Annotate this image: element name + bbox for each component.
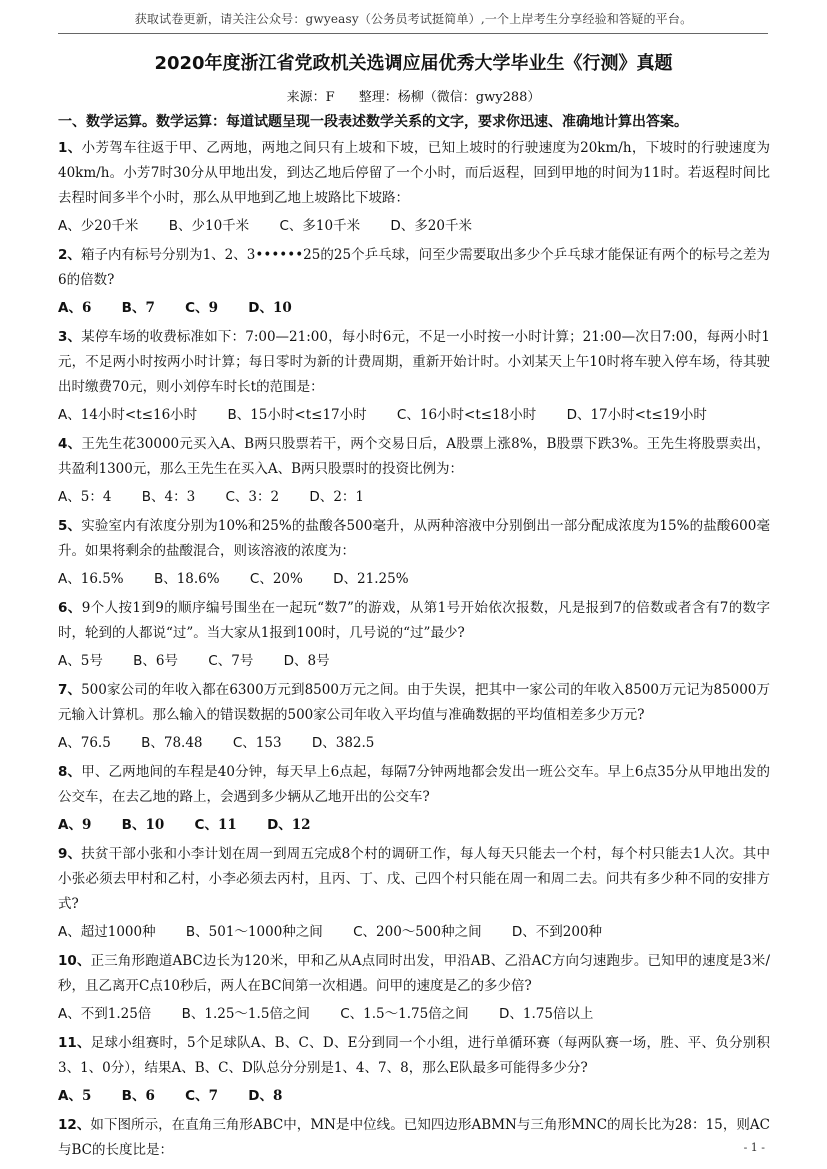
option-label: B、 — [121, 1088, 146, 1104]
option-label: B、 — [185, 924, 209, 940]
option-b — [122, 813, 165, 837]
option-label: D、 — [283, 653, 308, 669]
question-5 — [58, 514, 770, 591]
question-body: 小芳驾车往返于甲、乙两地，两地之间只有上坡和下坡，已知上坡时的行驶速度为20km/h，下坡时的行驶速度为40km/h。小芳7时30分从甲地出发，到达乙地后停留了一个小时，而后返程，回到甲地的时间为11时。若返程时间比去程时间多半个小时，那么从甲地到乙地上坡路比下坡路： — [58, 140, 770, 206]
question-text — [58, 596, 770, 646]
option-row — [58, 920, 770, 944]
option-label: A、 — [58, 924, 81, 940]
page-title: 2020年度浙江省党政机关选调应届优秀大学毕业生《行测》真题 — [154, 53, 673, 74]
option-label: C、 — [396, 407, 420, 423]
option-text: 9 — [81, 817, 92, 833]
option-text: 多20千米 — [414, 218, 472, 234]
option-text: 16.5% — [80, 571, 124, 587]
option-b — [141, 731, 202, 755]
option-a — [58, 485, 111, 509]
option-label: B、 — [121, 300, 146, 316]
option-label: D、 — [248, 300, 273, 316]
option-text: 15小时<t≤17小时 — [250, 407, 367, 423]
option-text: 不到200种 — [535, 924, 603, 940]
option-c — [233, 731, 282, 755]
option-text: 1.75倍以上 — [522, 1006, 594, 1022]
option-label: C、 — [185, 1088, 209, 1104]
option-text: 20% — [272, 571, 303, 587]
option-text: 14小时<t≤16小时 — [80, 407, 198, 423]
option-b — [154, 567, 220, 591]
option-text: 不到1.25倍 — [80, 1006, 152, 1022]
option-text: 6号 — [155, 653, 178, 669]
option-text: 5：4 — [80, 489, 112, 505]
option-label: A、 — [58, 735, 81, 751]
option-d — [512, 920, 602, 944]
option-text: 9 — [208, 300, 218, 316]
question-number: 1、 — [58, 140, 82, 156]
question-text — [58, 678, 770, 728]
option-label: D、 — [333, 571, 358, 587]
option-text: 501～1000种之间 — [208, 924, 323, 940]
option-text: 78.48 — [163, 735, 203, 751]
option-a — [58, 649, 103, 673]
question-9 — [58, 842, 770, 944]
question-3 — [58, 325, 770, 427]
option-label: D、 — [511, 924, 536, 940]
option-row — [58, 403, 770, 427]
option-label: A、 — [58, 218, 81, 234]
option-label: C、 — [249, 571, 273, 587]
option-a — [58, 1002, 151, 1026]
question-body: 9个人按1到9的顺序编号围坐在一起玩“数7”的游戏，从第1号开始依次报数，凡是报到7的倍数或者含有7的数字时，轮到的人都说“过”。当大家从1报到100时，几号说的“过”最少? — [58, 600, 770, 641]
question-6 — [58, 596, 770, 673]
option-row — [58, 485, 770, 509]
question-body: 王先生花30000元买入A、B两只股票若干，两个交易日后，A股票上涨8%，B股票下跌3%。王先生将股票卖出，共盈利1300元，那么王先生在买入A、B两只股票时的投资比例为： — [58, 436, 770, 477]
option-label: D、 — [248, 1088, 273, 1104]
question-7 — [58, 678, 770, 755]
option-a — [58, 567, 124, 591]
option-label: D、 — [566, 407, 591, 423]
option-text: 超过1000种 — [80, 924, 156, 940]
option-d — [390, 214, 472, 238]
question-number: 3、 — [58, 329, 82, 345]
option-c — [397, 403, 536, 427]
option-label: C、 — [185, 300, 209, 316]
option-b — [122, 1084, 155, 1108]
question-text — [58, 243, 770, 293]
option-label: A、 — [58, 1088, 82, 1104]
question-number: 4、 — [58, 436, 82, 452]
option-text: 21.25% — [357, 571, 409, 587]
option-row — [58, 813, 770, 837]
option-d — [309, 485, 364, 509]
option-row — [58, 567, 770, 591]
option-c — [225, 485, 279, 509]
option-label: C、 — [353, 924, 377, 940]
option-c — [185, 1084, 218, 1108]
question-body: 实验室内有浓度分别为10%和25%的盐酸各500毫升，从两种溶液中分别倒出一部分配成浓度为15%的盐酸600毫升。如果将剩余的盐酸混合，则该溶液的浓度为： — [58, 518, 770, 559]
option-text: 5 — [81, 1088, 92, 1104]
option-c — [195, 813, 237, 837]
option-label: C、 — [208, 653, 232, 669]
question-body: 甲、乙两地间的车程是40分钟，每天早上6点起，每隔7分钟两地都会发出一班公交车。早上6点35分从甲地出发的公交车，在去乙地的路上，会遇到多少辆从乙地开出的公交车? — [58, 764, 770, 805]
option-label: D、 — [498, 1006, 523, 1022]
option-c — [250, 567, 303, 591]
byline — [0, 86, 827, 105]
option-b — [182, 1002, 310, 1026]
option-row — [58, 214, 770, 238]
option-label: B、 — [141, 489, 165, 505]
option-row — [58, 1002, 770, 1026]
question-text — [58, 949, 770, 999]
option-label: D、 — [390, 218, 415, 234]
question-text — [58, 1031, 770, 1081]
byline-source: 来源：F — [286, 90, 335, 105]
option-d — [567, 403, 707, 427]
question-body: 500家公司的年收入都在6300万元到8500万元之间。由于失误，把其中一家公司的年收入8500万元记为85000万元输入计算机。那么输入的错误数据的500家公司年收入平均值与准确数据的平均值相差多少万元? — [58, 682, 770, 723]
option-row — [58, 649, 770, 673]
option-d — [267, 813, 311, 837]
option-a — [58, 296, 91, 320]
option-label: D、 — [267, 817, 292, 833]
question-8 — [58, 760, 770, 837]
option-c — [185, 296, 218, 320]
question-number: 6、 — [58, 600, 82, 616]
option-a — [58, 1084, 91, 1108]
question-number: 11、 — [58, 1035, 91, 1051]
option-text: 153 — [255, 735, 282, 751]
option-c — [208, 649, 253, 673]
option-text: 1.5～1.75倍之间 — [363, 1006, 469, 1022]
page-number: - 1 - — [743, 1141, 765, 1154]
document-body — [58, 108, 770, 1163]
option-text: 7 — [145, 300, 155, 316]
question-12 — [58, 1113, 770, 1163]
question-body: 某停车场的收费标准如下：7:00—21:00，每小时6元，不足一小时按一小时计算；21:00—次日7:00，每两小时1元，不足两小时按两小时计算；每日零时为新的计费周期，重新开始计时。小刘某天上午10时将车驶入停车场，待其驶出时缴费70元，则小刘停车时长t的范围是： — [58, 329, 770, 395]
question-text — [58, 842, 770, 917]
option-text: 少20千米 — [80, 218, 139, 234]
question-number: 9、 — [58, 846, 82, 862]
question-body: 箱子内有标号分别为1、2、3••••••25的25个乒乓球，问至少需要取出多少个乒乓球才能保证有两个的标号之差为6的倍数? — [58, 247, 770, 288]
option-text: 10 — [273, 300, 292, 316]
question-1 — [58, 136, 770, 238]
option-label: D、 — [311, 735, 336, 751]
option-label: A、 — [58, 571, 81, 587]
option-label: A、 — [58, 489, 81, 505]
option-label: B、 — [227, 407, 251, 423]
option-b — [169, 214, 249, 238]
option-a — [58, 920, 156, 944]
option-d — [248, 1084, 282, 1108]
option-label: A、 — [58, 817, 82, 833]
option-label: C、 — [194, 817, 218, 833]
option-label: B、 — [168, 218, 192, 234]
option-label: A、 — [58, 653, 81, 669]
option-d — [284, 649, 330, 673]
question-text — [58, 325, 770, 400]
option-label: B、 — [153, 571, 177, 587]
option-label: A、 — [58, 1006, 81, 1022]
option-a — [58, 813, 91, 837]
question-text — [58, 136, 770, 211]
option-a — [58, 403, 197, 427]
question-11 — [58, 1031, 770, 1108]
option-b — [186, 920, 323, 944]
option-text: 7号 — [231, 653, 254, 669]
option-text: 1.25～1.5倍之间 — [204, 1006, 310, 1022]
option-text: 2：1 — [333, 489, 364, 505]
option-label: C、 — [232, 735, 256, 751]
byline-editor: 整理：杨柳（微信：gwy288） — [358, 90, 541, 105]
option-d — [333, 567, 408, 591]
question-body: 如下图所示，在直角三角形ABC中，MN是中位线。已知四边形ABMN与三角形MNC的周长比为28：15，则AC与BC的长度比是： — [58, 1117, 770, 1158]
option-label: D、 — [309, 489, 334, 505]
option-text: 18.6% — [176, 571, 220, 587]
question-number: 7、 — [58, 682, 82, 698]
option-label: C、 — [279, 218, 303, 234]
option-label: A、 — [58, 407, 81, 423]
option-text: 4：3 — [164, 489, 196, 505]
option-text: 11 — [217, 817, 237, 833]
option-text: 17小时<t≤19小时 — [590, 407, 707, 423]
option-text: 382.5 — [335, 735, 375, 751]
question-number: 10、 — [58, 953, 91, 969]
question-2 — [58, 243, 770, 320]
option-d — [312, 731, 375, 755]
option-label: B、 — [133, 653, 156, 669]
option-b — [122, 296, 155, 320]
question-number: 5、 — [58, 518, 82, 534]
option-text: 5号 — [80, 653, 103, 669]
option-text: 10 — [145, 817, 165, 833]
option-a — [58, 731, 111, 755]
question-text — [58, 760, 770, 810]
option-label: A、 — [58, 300, 82, 316]
option-label: B、 — [181, 1006, 205, 1022]
question-body: 扶贫干部小张和小李计划在周一到周五完成8个村的调研工作，每人每天只能去一个村，每个村只能去1人次。其中小张必须去甲村和乙村，小李必须去丙村，且丙、丁、戊、己四个村只能在周一和周二去。问共有多少种不同的安排方式? — [58, 846, 770, 912]
option-c — [353, 920, 481, 944]
header-divider — [58, 33, 768, 34]
option-text: 6 — [145, 1088, 155, 1104]
question-number: 12、 — [58, 1117, 91, 1133]
option-label: C、 — [225, 489, 249, 505]
question-10 — [58, 949, 770, 1026]
option-c — [279, 214, 360, 238]
option-row — [58, 731, 770, 755]
option-text: 少10千米 — [191, 218, 250, 234]
option-text: 7 — [208, 1088, 218, 1104]
option-a — [58, 214, 138, 238]
option-text: 16小时<t≤18小时 — [419, 407, 537, 423]
option-text: 200～500种之间 — [376, 924, 482, 940]
option-text: 8号 — [307, 653, 330, 669]
option-label: C、 — [340, 1006, 364, 1022]
option-text: 76.5 — [80, 735, 111, 751]
question-text — [58, 514, 770, 564]
question-text — [58, 432, 770, 482]
option-d — [248, 296, 292, 320]
option-b — [142, 485, 195, 509]
question-body: 足球小组赛时，5个足球队A、B、C、D、E分到同一个小组，进行单循环赛（每两队赛一场，胜、平、负分别积3、1、0分），结果A、B、C、D队总分分别是1、4、7、8，那么E队最多可能得多少分? — [58, 1035, 771, 1076]
section-heading: 一、数学运算。数学运算：每道试题呈现一段表述数学关系的文字，要求你迅速、准确地计算出答案。 — [58, 114, 688, 130]
option-row — [58, 296, 770, 320]
option-b — [133, 649, 178, 673]
option-text: 12 — [291, 817, 311, 833]
option-d — [499, 1002, 593, 1026]
option-text: 6 — [81, 300, 92, 316]
question-4 — [58, 432, 770, 509]
question-number: 2、 — [58, 247, 81, 263]
option-text: 3：2 — [248, 489, 280, 505]
question-body: 正三角形跑道ABC边长为120米，甲和乙从A点同时出发，甲沿AB、乙沿AC方向匀速跑步。已知甲的速度是3米/秒，且乙离开C点10秒后，两人在BC间第一次相遇。问甲的速度是乙的多少倍? — [58, 953, 770, 994]
option-label: B、 — [121, 817, 146, 833]
option-text: 多10千米 — [302, 218, 361, 234]
option-row — [58, 1084, 770, 1108]
question-number: 8、 — [58, 764, 82, 780]
option-b — [227, 403, 366, 427]
option-label: B、 — [141, 735, 164, 751]
question-text — [58, 1113, 770, 1163]
header-note: 获取试卷更新，请关注公众号：gwyeasy（公务员考试挺简单）,一个上岸考生分享经验和答疑的平台。 — [134, 12, 693, 26]
option-c — [340, 1002, 468, 1026]
option-text: 8 — [273, 1088, 283, 1104]
